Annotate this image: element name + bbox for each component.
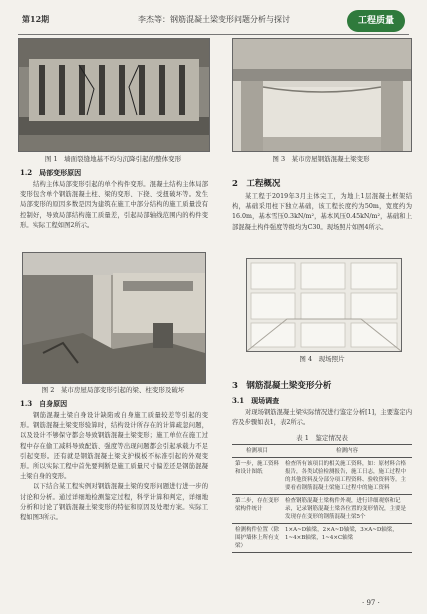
table-row bbox=[232, 524, 412, 553]
table-1 bbox=[232, 444, 412, 553]
table-cell: 检查钢筋混凝土梁构件外观，进行详细观察和记录，记录钢筋混凝土梁各位置的变形情况，主要是发现存在变形的钢筋混凝土梁5个 bbox=[282, 495, 412, 524]
figure-1-photo bbox=[18, 38, 210, 152]
table-header-row bbox=[232, 445, 412, 458]
section-3-1-title: 3.1 现场调查 bbox=[232, 396, 280, 405]
section-1-2-paragraph: 结构主体局部变形引起的单个构件变形。混凝土结构主体局部变形包含单个钢筋混凝土柱、梁的变形、下挠、受扭破坏等。发生局部变形的原因多数是因为建筑在施工中部分结构的施工质量没有控制好，导致局部结构施工质量差，引起局部轴线范围内的构件变形。实际工程如图2所示。 bbox=[20, 181, 208, 229]
section-2-title: 2 工程概况 bbox=[232, 179, 281, 189]
table-1-caption: 表 1 鉴定情况表 bbox=[296, 434, 348, 442]
table-row bbox=[232, 495, 412, 524]
table-header: 检测项目 bbox=[232, 445, 282, 458]
section-3-title: 3 钢筋混凝土梁变形分析 bbox=[232, 381, 332, 391]
table-cell: 1×A~D轴梁，2×A~D轴梁，3×A~D轴梁，1~4×B轴梁，1~4×C轴梁 bbox=[282, 524, 412, 553]
page-number: · 97 · bbox=[362, 599, 380, 607]
section-3-1-paragraph: 对现场钢筋混凝土梁实际情况进行鉴定分析[1]，主要鉴定内容及步骤如表1，表2所示。 bbox=[232, 409, 412, 427]
figure-1-caption: 图 1 墙面裂缝地基不均匀沉降引起的整体变形 bbox=[44, 155, 182, 163]
logo-text: 工程质量 bbox=[357, 16, 394, 26]
figure-2-caption: 图 2 某市房屋局部变形引起的梁、柱变形及破坏 bbox=[41, 386, 185, 394]
figure-3-caption: 图 3 某市房屋钢筋混凝土梁变形 bbox=[272, 155, 370, 163]
section-3-1-text bbox=[232, 408, 412, 428]
figure-4-caption: 图 4 现场照片 bbox=[299, 355, 345, 363]
table-cell: 检测构件位置（除围护墙体上所有支梁） bbox=[232, 524, 282, 553]
figure-3-photo bbox=[232, 38, 412, 152]
issue-label: 第12期 bbox=[22, 14, 50, 24]
section-2-text bbox=[232, 192, 412, 233]
journal-logo bbox=[347, 10, 405, 32]
section-1-3-title: 1.3 自身原因 bbox=[20, 399, 68, 408]
figure-2-photo bbox=[22, 252, 206, 384]
running-title: 李杰等：钢筋混凝土梁变形问题分析与探讨 bbox=[138, 15, 290, 24]
section-1-3-paragraph-2: 以下结合某工程实例对钢筋混凝土梁的变形问题进行进一步的讨论和分析。通过详细地检测鉴定过程，科学计算和判定，详细地分析和讨论了钢筋混凝土梁变形的特征和原因及处理方案。实际工程如图3所示。 bbox=[20, 483, 208, 522]
table-cell: 检查所有该项目的相关施工资料，如：原材料合格报告，各类试验检测报告，施工日志，施工过程中的其他资料及分部分项工程资料、验收资料等。主要看看钢筋混凝土梁施工过程中的施工资料 bbox=[282, 458, 412, 495]
table-cell: 第一步，施工资料和设计图纸 bbox=[232, 458, 282, 495]
section-1-2-title: 1.2 局部变形原因 bbox=[20, 168, 82, 177]
figure-4-photo bbox=[246, 258, 402, 352]
section-1-3-paragraph-1: 钢筋混凝土梁自身设计缺陷或自身施工质量较差等引起的变形。钢筋混凝土梁变形验算时，结构设计所存在的计算疏忽问题，以及设计不够保守都会导致钢筋混凝土梁变形；施工单位在施工过程中存在偷工减料导致配筋、强度等出现问题都会引起承载力不足引起变形。还有就是钢筋混凝土梁支护模板不标准引起的外观变形。所以实际工程中首先要判断是施工质量尺寸偏差还是钢筋混凝土梁自身的变形。 bbox=[20, 412, 208, 481]
header-rule bbox=[18, 34, 409, 35]
table-row bbox=[232, 458, 412, 495]
table-cell: 第二步，存在变形梁构件统计 bbox=[232, 495, 282, 524]
section-2-paragraph: 某工程于2019年3月主体完工，为地上1层混凝土框架结构，基础采用柱下独立基础，该工程长度约为50m，宽度约为16.0m，基本雪压0.3kN/m²，基本风压0.45kN/m²，基础和上部混凝土构件强度等级均为C30。现场照片如图4所示。 bbox=[232, 193, 412, 231]
section-1-2-text bbox=[20, 180, 208, 231]
table-header: 检测内容 bbox=[282, 445, 412, 458]
section-1-3-text bbox=[20, 411, 208, 523]
